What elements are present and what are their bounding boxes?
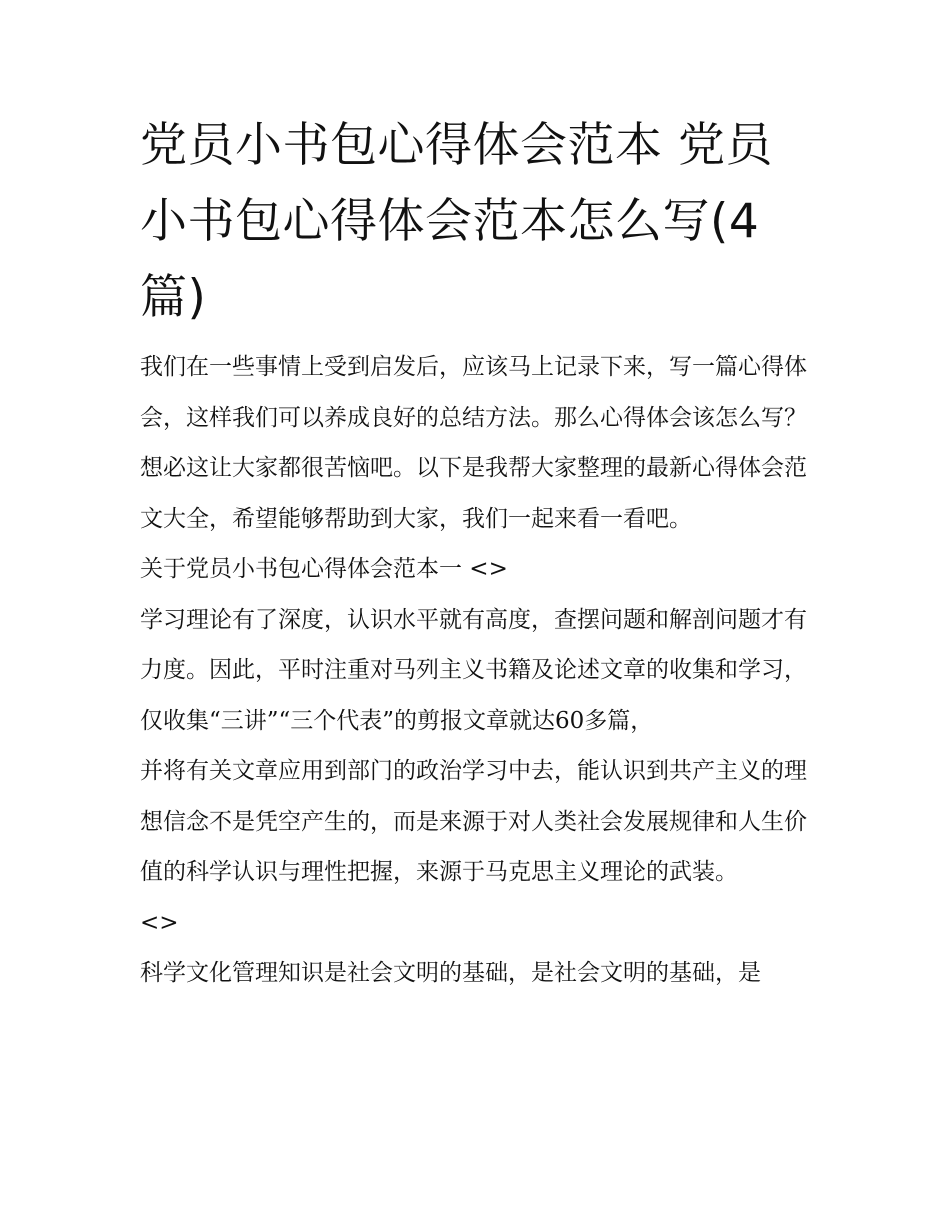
section-marker: <> xyxy=(140,909,179,936)
document-page xyxy=(140,108,812,999)
paragraph-1-part-2: 并将有关文章应用到部门的政治学习中去，能认识到共产主义的理想信念不是凭空产生的，而是来源于对人类社会发展规律和人生价值的科学认识与理性把握，来源于马克思主义理论的武装。 xyxy=(140,758,807,885)
section-heading: 关于党员小书包心得体会范本一 <> xyxy=(140,556,508,582)
intro-paragraph: 我们在一些事情上受到启发后，应该马上记录下来，写一篇心得体会，这样我们可以养成良好的总结方法。那么心得体会该怎么写？想必这让大家都很苦恼吧。以下是我帮大家整理的最新心得体会范文大全，希望能够帮助到大家，我们一起来看一看吧。 xyxy=(140,354,807,532)
document-body xyxy=(140,342,812,999)
paragraph-2: 科学文化管理知识是社会文明的基础，是社会文明的基础，是 xyxy=(140,960,761,986)
paragraph-1-part-1: 学习理论有了深度，认识水平就有高度，查摆问题和解剖问题才有力度。因此，平时注重对马列主义书籍及论述文章的收集和学习，仅收集“三讲”“三个代表”的剪报文章就达60多篇， xyxy=(140,606,807,734)
document-title: 党员小书包心得体会范本 党员小书包心得体会范本怎么写(4篇) xyxy=(140,118,773,325)
